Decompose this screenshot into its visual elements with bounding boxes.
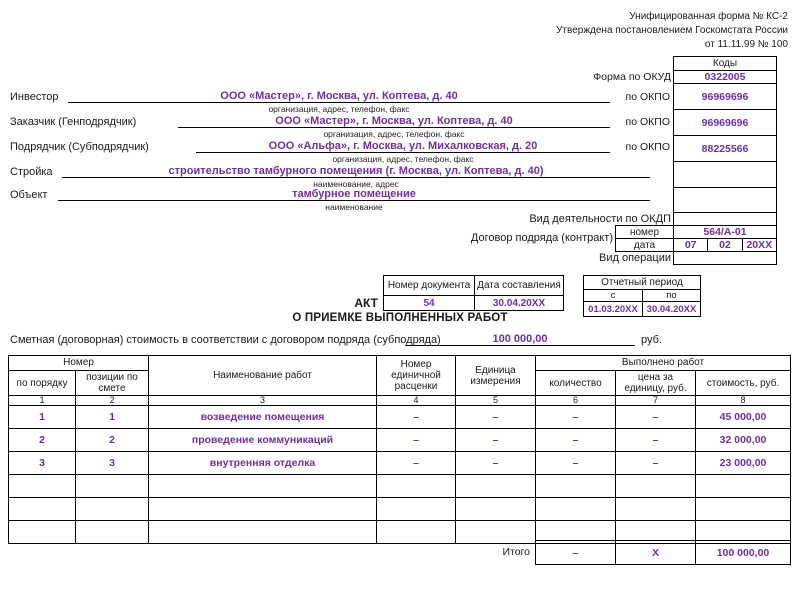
object-value-line [58,187,650,201]
okpo-contractor-cell: 88225566 [673,135,777,162]
contract-number-label-cell: номер [615,225,674,239]
construction-code-cell [673,161,777,188]
estimate-label: Сметная (договорная) стоимость в соответствии с договором подряда (субподряда) [10,334,441,346]
okpo-investor-cell: 96969696 [673,83,777,110]
customer-label: Заказчик (Генподрядчик) [10,116,137,128]
construction-value: строительство тамбурного помещения (г. Москва, ул. Коптева, д. 40) [168,165,544,177]
row2-rate: – [377,429,456,452]
row1-price: – [616,406,696,429]
work-row-2 [9,429,791,452]
period-from-label: с [610,290,616,301]
okud-label: Форма по ОКУД [593,71,671,83]
object-code-cell [673,187,777,213]
total-label: Итого [502,546,530,558]
form-name-line: Унифицированная форма № КС-2 [629,11,788,22]
colnum-7: 7 [616,396,696,406]
row2-name: проведение коммуникаций [149,429,377,452]
contractor-label: Подрядчик (Субподрядчик) [10,141,149,153]
colnum-4: 4 [377,396,456,406]
document-number-box [383,275,564,311]
total-qty-cell: – [535,540,616,565]
row1-qty: – [536,406,616,429]
colnum-2: 2 [76,396,149,406]
approval-date-line: от 11.11.99 № 100 [704,38,788,50]
empty-row-2 [9,498,791,521]
construction-label: Стройка [10,166,53,178]
row2-price: – [616,429,696,452]
period-header: Отчетный период [601,277,683,288]
row2-order: 2 [9,429,76,452]
customer-value: ООО «Мастер», г. Москва, ул. Коптева, д. 40 [275,115,513,127]
contract-date-label-cell: дата [615,238,674,252]
okpo-label-customer: по ОКПО [625,116,670,128]
header-cost: стоимость, руб. [696,371,791,396]
header-done-group: Выполнено работ [536,356,791,371]
header-estimate-pos: позиции по смете [76,371,149,396]
header-unit-rate-number: Номер единичной расценки [377,356,456,396]
okud-code-cell: 0322005 [673,70,777,84]
doc-number-header: Номер документа [387,280,471,291]
construction-subnote: наименование, адрес [313,179,399,189]
row1-cost: 45 000,00 [696,406,791,429]
work-row-3 [9,452,791,475]
contract-date-day: 07 [684,239,697,251]
row3-cost: 23 000,00 [696,452,791,475]
investor-value-line [68,89,610,103]
works-table [8,355,791,544]
contract-date-cell [673,238,777,252]
colnum-6: 6 [536,396,616,406]
row2-cost: 32 000,00 [696,429,791,452]
row3-order: 3 [9,452,76,475]
row1-unit: – [456,406,536,429]
contractor-subnote: организация, адрес, телефон, факс [332,154,474,164]
investor-subnote: организация, адрес, телефон, факс [268,104,410,114]
header-order: по порядку [9,371,76,396]
construction-value-line [62,164,650,178]
row2-qty: – [536,429,616,452]
codes-column [673,56,777,265]
period-from-value: 01.03.20XX [588,303,638,315]
form-approval-note [556,10,788,51]
contract-label: Договор подряда (контракт) [470,232,613,244]
row1-rate: – [377,406,456,429]
okdp-code-cell [673,212,777,226]
estimate-value-line [405,332,635,346]
contract-date-year: 20XX [742,239,776,251]
colnum-8: 8 [696,396,791,406]
contract-number-cell: 564/А-01 [673,225,777,239]
operation-code-cell [673,251,777,265]
colnum-1: 1 [9,396,76,406]
total-price-cell: X [615,540,696,565]
doc-number-value: 54 [423,297,435,309]
estimate-value: 100 000,00 [492,333,548,345]
row3-rate: – [377,452,456,475]
codes-header: Коды [673,56,777,71]
colnum-5: 5 [456,396,536,406]
contract-date-month: 02 [707,239,741,251]
okpo-label-contractor: по ОКПО [625,141,670,153]
work-row-1 [9,406,791,429]
customer-subnote: организация, адрес, телефон, факс [323,129,465,139]
colnum-3: 3 [149,396,377,406]
approval-line: Утверждена постановлением Госкомстата России [556,24,788,36]
period-to-label: по [642,290,700,301]
row2-unit: – [456,429,536,452]
row3-unit: – [456,452,536,475]
total-cost-cell: 100 000,00 [695,540,791,565]
row1-order: 1 [9,406,76,429]
estimate-currency: руб. [641,334,662,346]
total-strip [535,540,791,565]
object-value: тамбурное помещение [292,188,416,200]
row1-name: возведение помещения [149,406,377,429]
header-qty: количество [536,371,616,396]
column-numbers-row [9,396,791,406]
header-unit-price: цена за единицу, руб. [616,371,696,396]
act-label: АКТ [354,296,378,310]
report-period-box [583,275,701,317]
object-label: Объект [10,189,48,201]
period-to-value: 30.04.20XX [642,302,700,316]
header-unit: Единица измерения [456,356,536,396]
works-table-wrap [8,355,791,544]
investor-value: ООО «Мастер», г. Москва, ул. Коптева, д. 40 [220,90,458,102]
contractor-value: ООО «Альфа», г. Москва, ул. Михалковская, д. 20 [268,140,538,152]
okdp-label: Вид деятельности по ОКДП [529,213,671,225]
row3-name: внутренняя отделка [149,452,377,475]
operation-label: Вид операции [599,252,671,264]
investor-label: Инвестор [10,91,59,103]
header-work-name: Наименование работ [149,356,377,396]
row1-estimate-pos: 1 [76,406,149,429]
act-title: О ПРИЕМКЕ ВЫПОЛНЕННЫХ РАБОТ [292,312,508,324]
doc-date-header: Дата составления [474,276,563,295]
row3-qty: – [536,452,616,475]
row3-price: – [616,452,696,475]
object-subnote: наименование [325,202,383,212]
empty-row-1 [9,475,791,498]
header-number-group: Номер [9,356,149,371]
contractor-value-line [196,139,610,153]
row3-estimate-pos: 3 [76,452,149,475]
customer-value-line [178,114,610,128]
row2-estimate-pos: 2 [76,429,149,452]
okpo-label-investor: по ОКПО [625,91,670,103]
okpo-customer-cell: 96969696 [673,109,777,136]
doc-date-value: 30.04.20XX [474,296,563,310]
